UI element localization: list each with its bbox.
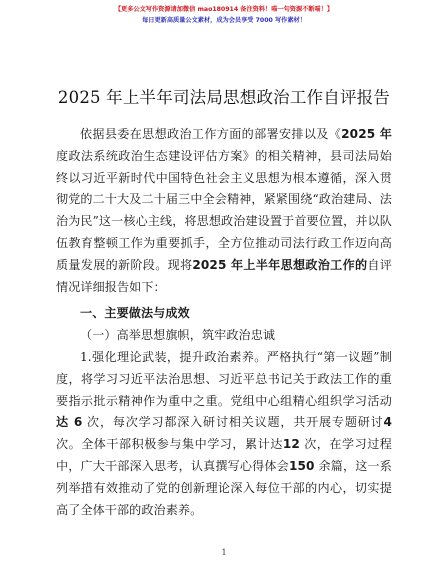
promo-banner [0,4,448,26]
intro-text-e: 自评情况详细报告如下： [56,257,392,294]
promo-banner-line1: 【更多公文写作资源请加微信 mao180914 备注资料！喵一句资源不断喵！】 [114,6,334,13]
section-heading: 一、主要做法与成效 [80,306,190,320]
page-number: 1 [221,548,227,557]
document-title: 2025 年上半年司法局思想政治工作自评报告 [57,88,391,107]
item-num-4: 150 [288,458,315,473]
item-num-1: 达 6 [56,415,83,430]
intro-bold-d: 2025 年上半年思想政治工作的 [192,257,368,272]
intro-paragraph [56,124,392,298]
item-paragraph [56,347,392,521]
intro-text-c: 度政法系统政治生态建设评估方案》的相关精神，县司法局始终以习近平新时代中国特色社会主义思想为根本遵循，深入贯彻党的二十大及二十届三中全会精神，紧紧围绕“政治建局、法治为民”这一核心主线，将思想政治建设置于首要位置，并以队伍教育整顿工作为重要抓手，全方位推动司法行政工作迈向高质量发展的新阶段。现将 [56,148,392,272]
subsection-heading: （一）高举思想旗帜，筑牢政治忠诚 [80,328,276,342]
item-num-2: 4 [383,415,392,430]
item-text-a: 1.强化理论武装，提升政治素养。严格执行“第一议题”制度，将学习习近平法治思想、习近平总书记关于政法工作的重要指示批示精神作为重中之重。党组中心组精心组织学习活动 [56,350,392,408]
item-text-b: 次，每次学习都深入研讨相关议题，共开展专题研讨 [82,415,384,430]
intro-year-bold: 2025 年 [341,127,392,141]
item-text-c: 次。全体干部积极参与集中学习，累计达 [56,437,283,452]
item-num-3: 12 [282,437,300,452]
item-text-d: 次，在学习过程中，广大干部深入思考，认真撰写心得体会 [56,437,392,473]
promo-banner-line2: 每日更新高质量公文素材，成为会员享受 7000 写作素材！ [142,17,306,24]
intro-text-a: 依据县委在思想政治工作方面的部署安排以及《 [80,127,342,141]
item-text-e: 余篇，这一系列举措有效推动了党的创新理论深入每位干部的内心，切实提高了全体干部的政治素养。 [56,458,393,517]
